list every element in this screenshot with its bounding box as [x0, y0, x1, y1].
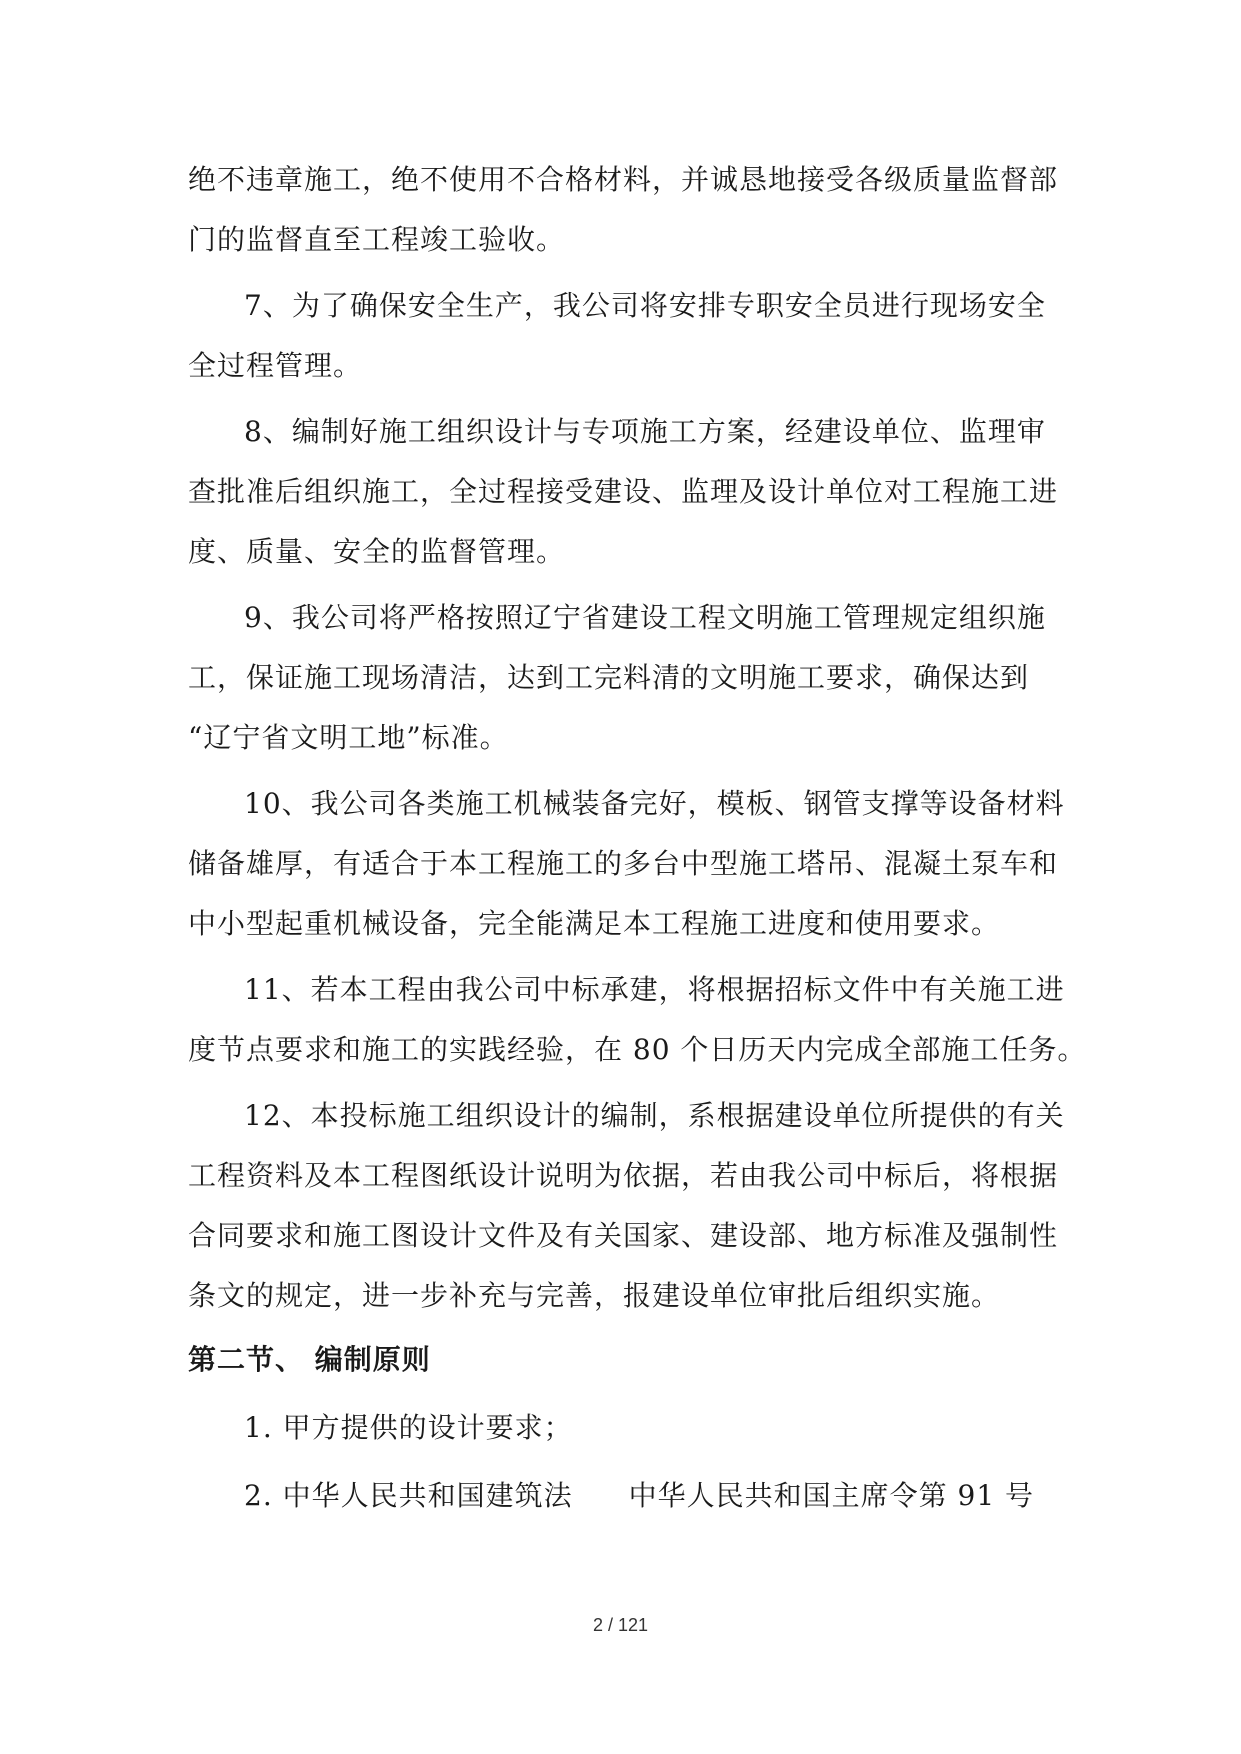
text-line: 门的监督直至工程竣工验收。	[188, 223, 566, 256]
list-item-text: 1. 甲方提供的设计要求；	[244, 1411, 573, 1444]
page-number: 2 / 121	[592, 1615, 649, 1635]
text-line: 7、为了确保安全生产，我公司将安排专职安全员进行现场安全	[244, 289, 1046, 322]
list-item-extra: 中华人民共和国主席令第 91 号	[628, 1479, 1035, 1512]
text-line: “辽宁省文明工地”标准。	[188, 721, 509, 754]
text-line: 全过程管理。	[188, 349, 363, 382]
text-line: 度、质量、安全的监督管理。	[188, 535, 566, 568]
text-line: 工程资料及本工程图纸设计说明为依据，若由我公司中标后，将根据	[188, 1159, 1059, 1192]
section-heading: 第二节、 编制原则	[188, 1343, 431, 1376]
text-line: 工，保证施工现场清洁，达到工完料清的文明施工要求，确保达到	[188, 661, 1030, 694]
text-line: 12、本投标施工组织设计的编制，系根据建设单位所提供的有关	[244, 1099, 1065, 1132]
text-line: 9、我公司将严格按照辽宁省建设工程文明施工管理规定组织施	[244, 601, 1046, 634]
text-line: 条文的规定，进一步补充与完善，报建设单位审批后组织实施。	[188, 1279, 1001, 1312]
paragraph	[188, 960, 1087, 1080]
text-line: 10、我公司各类施工机械装备完好，模板、钢管支撑等设备材料	[244, 787, 1065, 820]
paragraph	[188, 774, 1065, 954]
text-line: 11、若本工程由我公司中标承建，将根据招标文件中有关施工进	[244, 973, 1065, 1006]
paragraph	[188, 402, 1058, 582]
text-line: 查批准后组织施工，全过程接受建设、监理及设计单位对工程施工进	[188, 475, 1059, 508]
text-line: 绝不违章施工，绝不使用不合格材料，并诚恳地接受各级质量监督部	[188, 163, 1059, 196]
document-body	[188, 150, 1087, 1526]
text-line: 8、编制好施工组织设计与专项施工方案，经建设单位、监理审	[244, 415, 1046, 448]
text-line: 度节点要求和施工的实践经验，在 80 个日历天内完成全部施工任务。	[188, 1033, 1087, 1066]
paragraph	[188, 150, 1058, 270]
paragraph	[188, 1086, 1065, 1326]
text-line: 合同要求和施工图设计文件及有关国家、建设部、地方标准及强制性	[188, 1219, 1059, 1252]
paragraph	[188, 588, 1058, 768]
text-line: 储备雄厚，有适合于本工程施工的多台中型施工塔吊、混凝土泵车和	[188, 847, 1059, 880]
paragraph	[188, 276, 1058, 396]
list-item	[188, 1466, 1058, 1526]
text-line: 中小型起重机械设备，完全能满足本工程施工进度和使用要求。	[188, 907, 1001, 940]
list-item-text: 2. 中华人民共和国建筑法	[244, 1479, 573, 1512]
list-item	[188, 1398, 1058, 1458]
